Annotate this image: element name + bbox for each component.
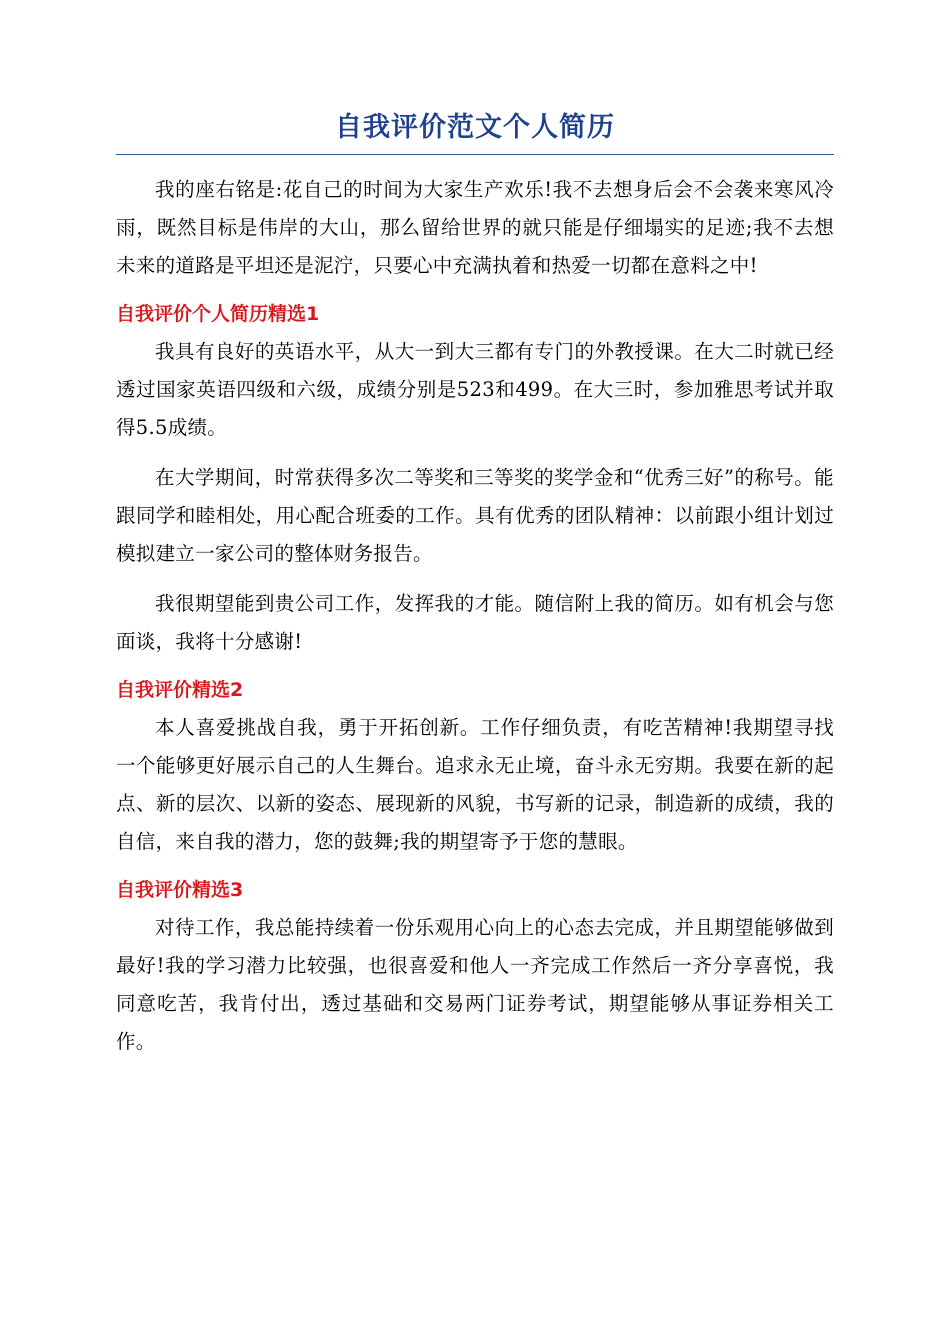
title-underline <box>116 154 834 155</box>
document-title: 自我评价范文个人简历 <box>335 112 615 143</box>
section-heading: 自我评价精选2 <box>116 679 244 701</box>
document-page <box>116 108 834 1061</box>
section-1 <box>116 295 834 661</box>
section-heading: 自我评价精选3 <box>116 879 244 901</box>
section-paragraph: 本人喜爱挑战自我，勇于开拓创新。工作仔细负责，有吃苦精神!我期望寻找一个能够更好展示自己的人生舞台。追求永无止境，奋斗永无穷期。我要在新的起点、新的层次、以新的姿态、展现新的风貌，书写新的记录，制造新的成绩，我的自信，来自我的潜力，您的鼓舞;我的期望寄予于您的慧眼。 <box>116 716 834 853</box>
section-paragraph: 我具有良好的英语水平，从大一到大三都有专门的外教授课。在大二时就已经透过国家英语四级和六级，成绩分别是523和499。在大三时，参加雅思考试并取得5.5成绩。 <box>116 340 834 439</box>
intro-paragraph: 我的座右铭是:花自己的时间为大家生产欢乐!我不去想身后会不会袭来寒风冷雨，既然目标是伟岸的大山，那么留给世界的就只能是仔细塌实的足迹;我不去想未来的道路是平坦还是泥泞，只要心中充满执着和热爱一切都在意料之中! <box>116 178 834 277</box>
section-heading: 自我评价个人简历精选1 <box>116 303 320 325</box>
section-paragraph: 我很期望能到贵公司工作，发挥我的才能。随信附上我的简历。如有机会与您面谈，我将十分感谢! <box>116 592 834 653</box>
section-3 <box>116 871 834 1061</box>
section-paragraph: 对待工作，我总能持续着一份乐观用心向上的心态去完成，并且期望能够做到最好!我的学习潜力比较强，也很喜爱和他人一齐完成工作然后一齐分享喜悦，我同意吃苦，我肯付出，透过基础和交易两门证券考试，期望能够从事证券相关工作。 <box>116 916 834 1053</box>
section-2 <box>116 671 834 861</box>
section-paragraph: 在大学期间，时常获得多次二等奖和三等奖的奖学金和“优秀三好”的称号。能跟同学和睦相处，用心配合班委的工作。具有优秀的团队精神：以前跟小组计划过模拟建立一家公司的整体财务报告。 <box>116 466 834 565</box>
